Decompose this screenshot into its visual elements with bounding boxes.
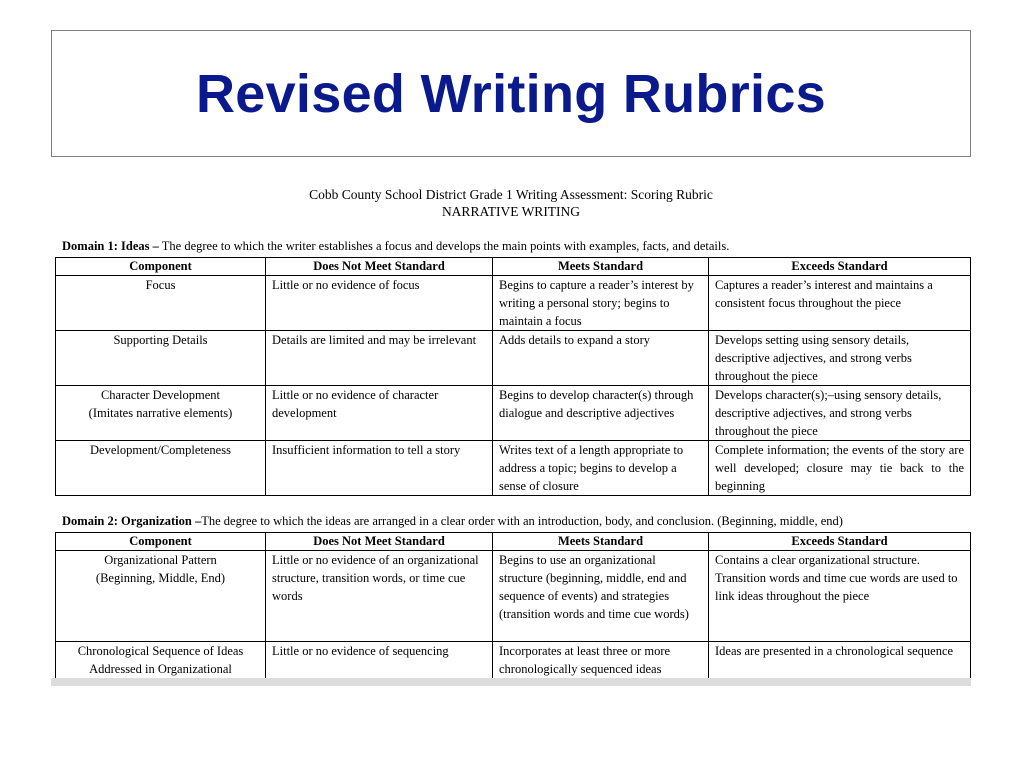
table-header-row <box>56 533 971 551</box>
column-header: Exceeds Standard <box>709 533 971 551</box>
table-row <box>56 642 971 682</box>
column-header: Meets Standard <box>493 533 709 551</box>
component-cell <box>56 551 266 642</box>
exceeds-cell: Complete information; the events of the story are well developed; closure may tie back to the beginning <box>709 441 971 496</box>
component-name: Organizational Pattern <box>104 553 217 567</box>
domain-2-description: The degree to which the ideas are arranged in a clear order with an introduction, body, and conclusion. (Beginning, middle, end) <box>201 514 843 528</box>
component-cell <box>56 642 266 682</box>
document-header <box>51 186 971 220</box>
table-row <box>56 276 971 331</box>
domain-2-table <box>55 532 971 682</box>
meets-cell: Begins to use an organizational structure (beginning, middle, end and sequence of events) and strategies (transition words and time cue words) <box>493 551 709 642</box>
domain-1-description: The degree to which the writer establishes a focus and develops the main points with examples, facts, and details. <box>158 239 730 253</box>
image-bottom-edge <box>51 678 971 686</box>
slide-title: Revised Writing Rubrics <box>195 63 827 124</box>
does-not-meet-cell: Little or no evidence of an organizational structure, transition words, or time cue words <box>266 551 493 642</box>
does-not-meet-cell: Little or no evidence of focus <box>266 276 493 331</box>
domain-1-heading <box>62 239 729 254</box>
does-not-meet-cell: Details are limited and may be irrelevant <box>266 331 493 386</box>
meets-cell: Incorporates at least three or more chronologically sequenced ideas <box>493 642 709 682</box>
document-subtitle: NARRATIVE WRITING <box>441 204 581 219</box>
does-not-meet-cell: Little or no evidence of sequencing <box>266 642 493 682</box>
column-header: Does Not Meet Standard <box>266 258 493 276</box>
exceeds-cell: Ideas are presented in a chronological sequence <box>709 642 971 682</box>
column-header: Meets Standard <box>493 258 709 276</box>
domain-2-label: Domain 2: Organization – <box>62 514 202 528</box>
document-title: Cobb County School District Grade 1 Writing Assessment: Scoring Rubric <box>309 187 713 202</box>
component-cell: Focus <box>56 276 266 331</box>
table-row <box>56 386 971 441</box>
table-row <box>56 441 971 496</box>
does-not-meet-cell: Little or no evidence of character development <box>266 386 493 441</box>
domain-2-heading <box>62 514 843 529</box>
component-subtitle: Addressed in Organizational <box>89 662 232 676</box>
table-header-row <box>56 258 971 276</box>
meets-cell: Adds details to expand a story <box>493 331 709 386</box>
component-cell <box>56 386 266 441</box>
exceeds-cell: Contains a clear organizational structure. Transition words and time cue words are used to link ideas throughout the piece <box>709 551 971 642</box>
table-row <box>56 331 971 386</box>
component-cell: Development/Completeness <box>56 441 266 496</box>
domain-1-label: Domain 1: Ideas – <box>62 239 159 253</box>
column-header: Does Not Meet Standard <box>266 533 493 551</box>
table-row <box>56 551 971 642</box>
does-not-meet-cell: Insufficient information to tell a story <box>266 441 493 496</box>
exceeds-cell: Captures a reader’s interest and maintains a consistent focus throughout the piece <box>709 276 971 331</box>
column-header: Exceeds Standard <box>709 258 971 276</box>
domain-1-table <box>55 257 971 496</box>
meets-cell: Begins to develop character(s) through dialogue and descriptive adjectives <box>493 386 709 441</box>
meets-cell: Writes text of a length appropriate to address a topic; begins to develop a sense of closure <box>493 441 709 496</box>
exceeds-cell: Develops setting using sensory details, descriptive adjectives, and strong verbs throughout the piece <box>709 331 971 386</box>
meets-cell: Begins to capture a reader’s interest by writing a personal story; begins to maintain a focus <box>493 276 709 331</box>
component-subtitle: (Beginning, Middle, End) <box>95 571 226 585</box>
exceeds-cell: Develops character(s);–using sensory details, descriptive adjectives, and strong verbs throughout the piece <box>709 386 971 441</box>
column-header: Component <box>56 533 266 551</box>
component-cell: Supporting Details <box>56 331 266 386</box>
column-header: Component <box>56 258 266 276</box>
component-subtitle: (Imitates narrative elements) <box>88 406 233 420</box>
component-name: Character Development <box>100 388 221 402</box>
slide-title-box <box>51 30 971 157</box>
component-name: Chronological Sequence of Ideas <box>77 644 244 658</box>
